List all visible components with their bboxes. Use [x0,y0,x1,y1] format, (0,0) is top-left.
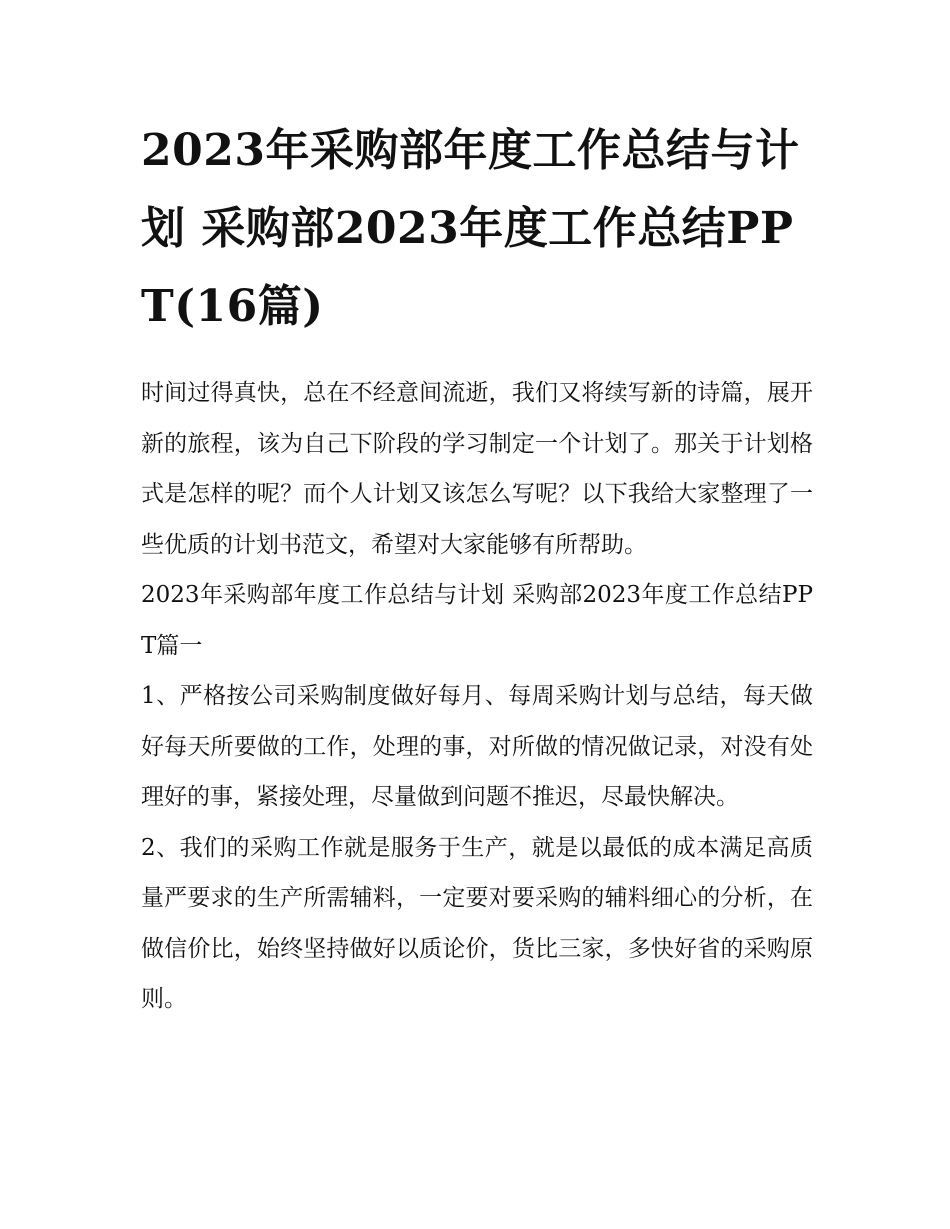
section-heading: 2023年采购部年度工作总结与计划 采购部2023年度工作总结PPT篇一 [141,582,813,659]
intro-paragraph: 时间过得真快，总在不经意间流逝，我们又将续写新的诗篇，展开新的旅程，该为自己下阶段的学习制定一个计划了。那关于计划格式是怎样的呢？而个人计划又该怎么写呢？以下我给大家整理了一些优质的计划书范文，希望对大家能够有所帮助。 [141,380,813,558]
list-item-1: 1、严格按公司采购制度做好每月、每周采购计划与总结，每天做好每天所要做的工作，处理的事，对所做的情况做记录，对没有处理好的事，紧接处理，尽量做到问题不推迟，尽最快解决。 [141,683,813,810]
document-page [141,112,813,1025]
document-body [141,368,813,1025]
list-item-2: 2、我们的采购工作就是服务于生产，就是以最低的成本满足高质量严要求的生产所需辅料，一定要对要采购的辅料细心的分析，在做信价比，始终坚持做好以质论价，货比三家，多快好省的采购原则。 [141,834,813,1012]
document-title: 2023年采购部年度工作总结与计划 采购部2023年度工作总结PPT(16篇) [141,125,800,332]
